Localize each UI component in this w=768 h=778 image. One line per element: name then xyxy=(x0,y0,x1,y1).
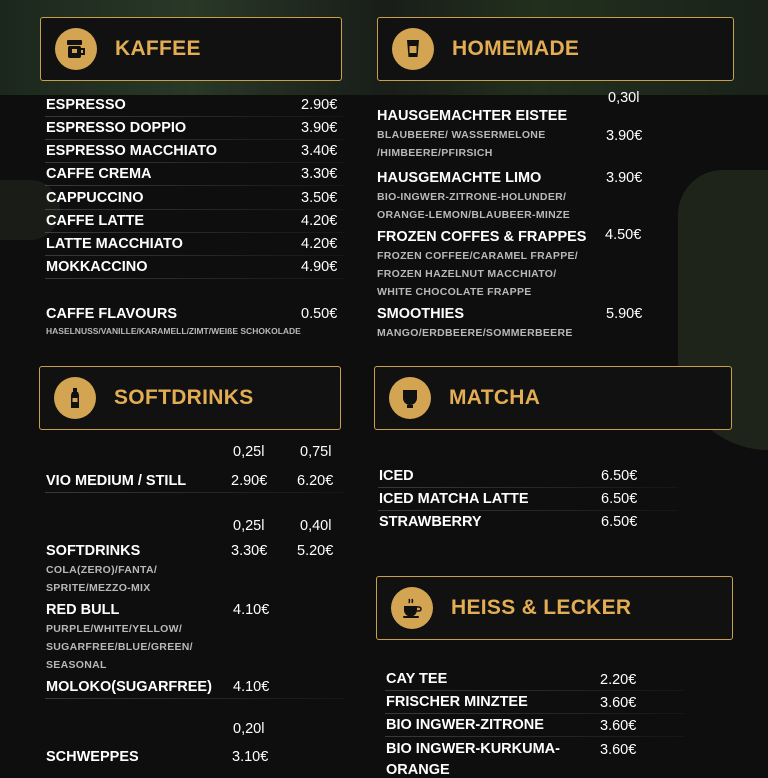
menu-item-description: PURPLE/WHITE/YELLOW/ xyxy=(46,623,183,635)
menu-item-name: SOFTDRINKS xyxy=(46,543,141,559)
menu-item-name: CAFFE FLAVOURS xyxy=(46,306,178,322)
menu-item-price: 3.10€ xyxy=(232,749,269,765)
menu-item-price: 0.50€ xyxy=(301,306,338,322)
menu-item-name: CAFFE CREMA xyxy=(46,166,152,182)
menu-item-price: 3.30€ xyxy=(231,543,268,559)
menu-item-name: SMOOTHIES xyxy=(377,306,465,322)
menu-item-name: ESPRESSO DOPPIO xyxy=(46,120,187,136)
softdrinks-header xyxy=(39,366,341,430)
divider xyxy=(45,162,345,163)
divider xyxy=(45,492,345,493)
size-label: 0,40l xyxy=(300,518,332,534)
size-label: 0,20l xyxy=(233,721,265,737)
menu-item-price: 3.30€ xyxy=(301,166,338,182)
menu-item-name: RED BULL xyxy=(46,602,120,618)
section-title: MATCHA xyxy=(449,386,541,409)
menu-item-name: HAUSGEMACHTER EISTEE xyxy=(377,108,568,124)
menu-item-price: 3.90€ xyxy=(606,170,643,186)
menu-item-price: 5.20€ xyxy=(297,543,334,559)
menu-item-description: SEASONAL xyxy=(46,659,107,671)
menu-item-description: ORANGE-LEMON/BLAUBEER-MINZE xyxy=(377,209,571,221)
menu-item-name: SCHWEPPES xyxy=(46,749,139,765)
menu-item-name: FRISCHER MINZTEE xyxy=(386,694,528,710)
menu-item-name: ICED xyxy=(379,468,414,484)
background-shape xyxy=(0,180,60,240)
divider xyxy=(45,209,345,210)
divider xyxy=(45,698,345,699)
heiss-lecker-header xyxy=(376,576,733,640)
menu-item-name: ESPRESSO xyxy=(46,97,126,113)
menu-item-name: BIO INGWER-ZITRONE xyxy=(386,717,544,733)
menu-item-name: BIO INGWER-KURKUMA- xyxy=(386,741,560,757)
menu-item-description: MANGO/ERDBEERE/SOMMERBEERE xyxy=(377,327,573,339)
menu-item-price: 3.40€ xyxy=(301,143,338,159)
menu-item-price: 6.50€ xyxy=(601,514,638,530)
divider xyxy=(45,116,345,117)
divider xyxy=(45,278,345,279)
menu-item-price: 2.90€ xyxy=(301,97,338,113)
menu-item-name: CAY TEE xyxy=(386,671,448,687)
coffee-machine-icon xyxy=(55,28,97,70)
menu-item-price: 3.50€ xyxy=(301,190,338,206)
menu-item-price: 5.90€ xyxy=(606,306,643,322)
homemade-header xyxy=(377,17,734,81)
menu-item-name: ORANGE xyxy=(386,762,450,778)
menu-item-description: /HIMBEERE/PFIRSICH xyxy=(377,147,493,159)
menu-item-name: HAUSGEMACHTE LIMO xyxy=(377,170,542,186)
menu-item-price: 4.10€ xyxy=(233,602,270,618)
menu-item-price: 4.20€ xyxy=(301,236,338,252)
menu-item-description: SPRITE/MEZZO-MIX xyxy=(46,582,151,594)
menu-item-price: 4.90€ xyxy=(301,259,338,275)
menu-item-price: 3.90€ xyxy=(301,120,338,136)
menu-item-price: 2.20€ xyxy=(600,672,637,688)
section-title: SOFTDRINKS xyxy=(114,386,254,409)
divider xyxy=(385,713,685,714)
menu-item-price: 6.50€ xyxy=(601,491,638,507)
bottle-icon xyxy=(54,377,96,419)
divider xyxy=(385,690,685,691)
menu-item-description: FROZEN COFFEE/CARAMEL FRAPPE/ xyxy=(377,250,579,262)
menu-item-name: CAPPUCCINO xyxy=(46,190,144,206)
section-title: HEISS & LECKER xyxy=(451,596,632,619)
matcha-cup-icon xyxy=(389,377,431,419)
size-label: 0,75l xyxy=(300,444,332,460)
menu-item-description: SUGARFREE/BLUE/GREEN/ xyxy=(46,641,193,653)
menu-item-price: 4.20€ xyxy=(301,213,338,229)
divider xyxy=(45,139,345,140)
section-title: HOMEMADE xyxy=(452,37,580,60)
divider xyxy=(45,255,345,256)
menu-item-name: MOLOKO(SUGARFREE) xyxy=(46,679,212,695)
size-label: 0,25l xyxy=(233,444,265,460)
size-label: 0,25l xyxy=(233,518,265,534)
menu-item-name: ESPRESSO MACCHIATO xyxy=(46,143,218,159)
menu-item-description: BIO-INGWER-ZITRONE-HOLUNDER/ xyxy=(377,191,567,203)
menu-item-name: LATTE MACCHIATO xyxy=(46,236,183,252)
menu-item-description: WHITE CHOCOLATE FRAPPE xyxy=(377,286,532,298)
menu-item-description: HASELNUSS/VANILLE/KARAMELL/ZIMT/WEIßE SCHOKOLADE xyxy=(46,326,301,336)
menu-item-price: 3.60€ xyxy=(600,695,637,711)
menu-item-description: BLAUBEERE/ WASSERMELONE xyxy=(377,129,546,141)
divider xyxy=(378,510,678,511)
size-label: 0,30l xyxy=(608,90,640,106)
menu-item-name: FROZEN COFFES & FRAPPES xyxy=(377,229,587,245)
menu-item-price: 4.50€ xyxy=(605,227,642,243)
section-title: KAFFEE xyxy=(115,37,201,60)
menu-item-name: MOKKACCINO xyxy=(46,259,148,275)
menu-item-price: 6.50€ xyxy=(601,468,638,484)
divider xyxy=(45,185,345,186)
matcha-header xyxy=(374,366,732,430)
menu-item-description: COLA(ZERO)/FANTA/ xyxy=(46,564,158,576)
divider xyxy=(385,736,685,737)
menu-item-name: CAFFE LATTE xyxy=(46,213,144,229)
beer-glass-icon xyxy=(392,28,434,70)
menu-item-name: VIO MEDIUM / STILL xyxy=(46,473,187,489)
menu-item-name: ICED MATCHA LATTE xyxy=(379,491,529,507)
kaffee-header xyxy=(40,17,342,81)
divider xyxy=(45,232,345,233)
menu-item-price: 3.90€ xyxy=(606,128,643,144)
divider xyxy=(378,487,678,488)
menu-item-price: 3.60€ xyxy=(600,742,637,758)
menu-item-price: 6.20€ xyxy=(297,473,334,489)
menu-item-price: 3.60€ xyxy=(600,718,637,734)
menu-item-price: 4.10€ xyxy=(233,679,270,695)
hot-cup-icon xyxy=(391,587,433,629)
menu-item-price: 2.90€ xyxy=(231,473,268,489)
menu-item-description: FROZEN HAZELNUT MACCHIATO/ xyxy=(377,268,557,280)
menu-item-name: STRAWBERRY xyxy=(379,514,482,530)
